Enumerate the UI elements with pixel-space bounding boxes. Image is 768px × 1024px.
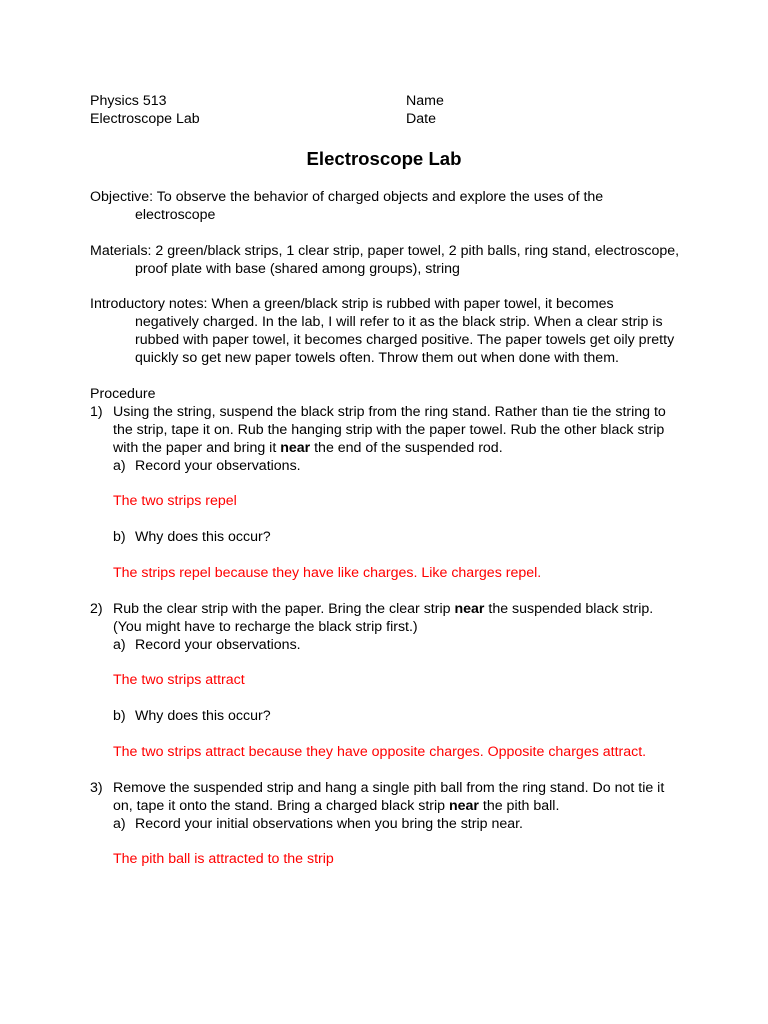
step-number: 3): [90, 779, 103, 796]
step-number: 1): [90, 403, 103, 420]
header-left: [90, 93, 200, 129]
step-text: [113, 601, 680, 637]
step-text-bold: near: [448, 797, 479, 814]
procedure-heading: Procedure: [90, 385, 156, 402]
step-text-before: Remove the suspended strip and hang a single pith ball from the ring stand. Do not tie it on, tape it onto the stand. Bring a charged black strip: [113, 779, 665, 814]
step-text-bold: near: [454, 600, 485, 617]
question-label: b): [113, 708, 126, 725]
question-label: a): [113, 457, 126, 474]
procedure-step-3: [90, 780, 680, 870]
answer-b: The strips repel because they have like charges. Like charges repel.: [113, 564, 542, 581]
step-text: [113, 404, 680, 458]
step-text-before: Rub the clear strip with the paper. Bring the clear strip: [113, 600, 455, 617]
answer-a: The two strips repel: [113, 493, 237, 510]
step-text-bold: near: [280, 439, 311, 456]
question-label: a): [113, 815, 126, 832]
question-a: [113, 816, 680, 834]
procedure-step-2: [90, 601, 680, 762]
step-text-after: the pith ball.: [478, 797, 560, 814]
page-title: Electroscope Lab: [306, 148, 462, 169]
step-number: 2): [90, 600, 103, 617]
question-b: [113, 708, 680, 726]
answer-a: The pith ball is attracted to the strip: [113, 851, 334, 868]
date-label: Date: [406, 110, 436, 127]
answer-b: The two strips attract because they have opposite charges. Opposite charges attract.: [113, 743, 647, 760]
step-text-after: the suspended black strip. (You might have to recharge the black strip first.): [113, 600, 654, 635]
question-a: [113, 458, 680, 476]
question-a: [113, 637, 680, 655]
step-text-before: Using the string, suspend the black strip from the ring stand. Rather than tie the string to the strip, tape it on. Rub the hanging strip with the paper towel. Rub the other black strip with the paper and bring it: [113, 403, 666, 456]
question-text: Why does this occur?: [135, 708, 271, 725]
question-text: Record your initial observations when you bring the strip near.: [135, 815, 524, 832]
question-text: Record your observations.: [135, 636, 301, 653]
question-label: a): [113, 636, 126, 653]
name-label: Name: [406, 93, 444, 109]
course-label: Physics 513: [90, 93, 167, 109]
procedure-step-1: [90, 404, 680, 583]
intro-paragraph: Introductory notes: When a green/black strip is rubbed with paper towel, it becomes negatively charged. In the lab, I will refer to it as the black strip. When a clear strip is rubbed with paper towel, it becomes charged positive. The paper towels get oily pretty quickly so get new paper towels often. Throw them out when done with them.: [90, 296, 675, 367]
materials-paragraph: Materials: 2 green/black strips, 1 clear strip, paper towel, 2 pith balls, ring stand, electroscope, proof plate with base (shared among groups), string: [90, 242, 680, 277]
question-text: Why does this occur?: [135, 529, 271, 546]
lab-label: Electroscope Lab: [90, 110, 200, 127]
step-text: [113, 780, 680, 816]
answer-a: The two strips attract: [113, 672, 245, 689]
objective-paragraph: Objective: To observe the behavior of charged objects and explore the uses of the electroscope: [90, 189, 604, 223]
question-text: Record your observations.: [135, 457, 301, 474]
header-right: [406, 93, 444, 129]
question-label: b): [113, 529, 126, 546]
document-body: [90, 189, 680, 887]
question-b: [113, 529, 680, 547]
step-text-after: the end of the suspended rod.: [310, 439, 503, 456]
